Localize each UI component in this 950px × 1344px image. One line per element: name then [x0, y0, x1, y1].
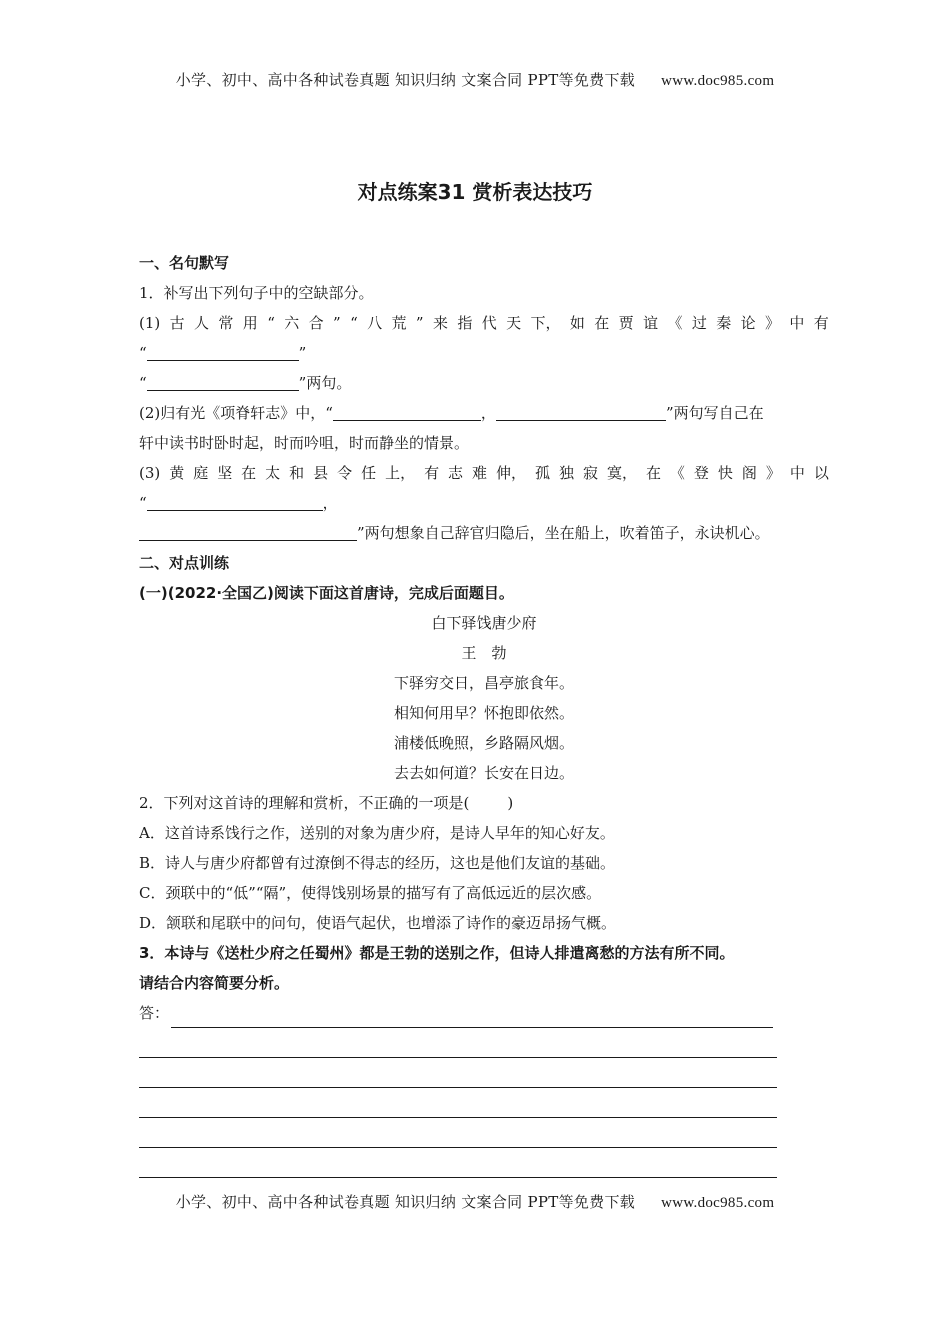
page-title: 对点练案31 赏析表达技巧 [357, 180, 593, 204]
justified-word: 下， [530, 314, 561, 332]
question-3-continued: 请结合内容简要分析。 [139, 974, 290, 992]
justified-word: ” [333, 314, 341, 332]
header-text: 小学、初中、高中各种试卷真题 知识归纳 文案合同 PPT等免费下载 [175, 71, 636, 89]
answer-area-first [139, 998, 829, 1028]
page-header [0, 69, 950, 90]
justified-word: “ [267, 314, 275, 332]
justified-word: 天 [506, 314, 522, 332]
q1-part1-blank-a: “ ” [139, 344, 307, 362]
justified-word: 有 [813, 314, 829, 332]
option-d: D．颔联和尾联中的问句，使语气起伏，也增添了诗作的豪迈昂扬气概。 [139, 914, 617, 932]
justified-word: 庭 [193, 464, 209, 482]
answer-label: 答： [139, 1004, 170, 1022]
justified-word: ” [415, 314, 424, 332]
fill-blank[interactable] [333, 403, 481, 421]
justified-word: 指 [457, 314, 473, 332]
justified-word: 伸， [496, 464, 527, 482]
justified-word: 合 [308, 314, 324, 332]
fill-blank[interactable] [496, 403, 666, 421]
justified-word: (1) [139, 314, 161, 332]
justified-word: 寞， [606, 464, 637, 482]
question-2: 2．下列对这首诗的理解和赏析，不正确的一项是( ) [139, 794, 514, 812]
justified-word: 登 [693, 464, 709, 482]
fill-blank[interactable] [139, 523, 357, 541]
justified-word: 难 [472, 464, 488, 482]
justified-word: 和 [289, 464, 305, 482]
fill-blank[interactable] [147, 493, 323, 511]
justified-word: 以 [813, 464, 829, 482]
justified-word: 志 [448, 464, 464, 482]
justified-word: 独 [558, 464, 574, 482]
justified-word: 中 [789, 314, 805, 332]
justified-word: 《 [669, 464, 685, 482]
option-b: B．诗人与唐少府都曾有过潦倒不得志的经历，这也是他们友谊的基础。 [139, 854, 616, 872]
question-1: 1．补写出下列句子中的空缺部分。 [139, 284, 374, 302]
justified-word: “ [350, 314, 358, 332]
fill-blank[interactable] [147, 373, 299, 391]
justified-word: 常 [218, 314, 234, 332]
q1-part3-line [139, 458, 829, 488]
header-url[interactable]: www.doc985.com [661, 73, 775, 89]
option-c: C．颈联中的“低”“隔”，使得饯别场景的描写有了高低远近的层次感。 [139, 884, 602, 902]
justified-word: 寂 [582, 464, 598, 482]
poem-line: 去去如何道？长安在日边。 [393, 764, 574, 782]
justified-word: 坚 [217, 464, 233, 482]
justified-word: 太 [265, 464, 281, 482]
q1-part2-line: (2)归有光《项脊轩志》中，“ ， ”两句写自己在 [139, 404, 764, 422]
answer-line[interactable] [139, 1118, 777, 1148]
document-body [139, 248, 829, 1178]
justified-word: 代 [481, 314, 497, 332]
justified-word: 在 [645, 464, 661, 482]
justified-word: 论 [740, 314, 756, 332]
justified-word: 在 [594, 314, 610, 332]
justified-word: 贾 [618, 314, 634, 332]
answer-line[interactable] [139, 1058, 777, 1088]
answer-line[interactable] [171, 1005, 773, 1028]
justified-word: 来 [432, 314, 448, 332]
q1-part1-line [139, 308, 829, 338]
section-heading-2: 二、对点训练 [139, 554, 230, 572]
justified-word: 人 [194, 314, 210, 332]
q1-part2-continued: 轩中读书时卧时起，时而吟咀，时而静坐的情景。 [139, 434, 470, 452]
justified-word: 荒 [391, 314, 407, 332]
poem-author: 王 勃 [461, 644, 507, 662]
q1-part3-blank-b: ”两句想象自己辞官归隐后，坐在船上，吹着笛子，永诀机心。 [139, 518, 829, 548]
justified-word: 令 [337, 464, 353, 482]
question-3: 3．本诗与《送杜少府之任蜀州》都是王勃的送别之作，但诗人排遣离愁的方法有所不同。 [139, 944, 735, 962]
justified-word: 有 [424, 464, 440, 482]
footer-url[interactable]: www.doc985.com [661, 1195, 775, 1211]
justified-word: 阁 [741, 464, 757, 482]
justified-word: 》 [765, 464, 781, 482]
poem-line: 相知何用早？怀抱即依然。 [393, 704, 574, 722]
answer-line[interactable] [139, 1088, 777, 1118]
justified-word: 县 [313, 464, 329, 482]
justified-word: 孤 [535, 464, 551, 482]
justified-word: 》 [765, 314, 781, 332]
section-heading-1: 一、名句默写 [139, 254, 230, 272]
footer-text: 小学、初中、高中各种试卷真题 知识归纳 文案合同 PPT等免费下载 [175, 1193, 636, 1211]
justified-word: 过 [691, 314, 707, 332]
justified-word: 八 [367, 314, 383, 332]
q1-part3-blank-a: “ ， [139, 494, 338, 512]
fill-blank[interactable] [147, 343, 299, 361]
justified-word: 如 [569, 314, 585, 332]
poem-title: 白下驿饯唐少府 [431, 614, 537, 632]
justified-word: 快 [717, 464, 733, 482]
poem-line: 下驿穷交日，昌亭旅食年。 [393, 674, 574, 692]
justified-word: 《 [667, 314, 683, 332]
answer-line[interactable] [139, 1148, 777, 1178]
justified-word: 上， [385, 464, 416, 482]
justified-word: 在 [241, 464, 257, 482]
poem-line: 浦楼低晚照，乡路隔风烟。 [393, 734, 574, 752]
justified-word: 六 [284, 314, 300, 332]
justified-word: 任 [361, 464, 377, 482]
justified-word: 中 [789, 464, 805, 482]
reading-intro: (一)(2022·全国乙)阅读下面这首唐诗，完成后面题目。 [139, 584, 514, 602]
justified-word: 用 [242, 314, 258, 332]
justified-word: 谊 [643, 314, 659, 332]
page-footer [0, 1191, 950, 1212]
justified-word: 黄 [169, 464, 185, 482]
answer-line[interactable] [139, 1028, 777, 1058]
justified-word: 秦 [716, 314, 732, 332]
justified-word: 古 [169, 314, 185, 332]
option-a: A．这首诗系饯行之作，送别的对象为唐少府，是诗人早年的知心好友。 [139, 824, 615, 842]
justified-word: (3) [139, 464, 161, 482]
q1-part1-blank-b: “ ”两句。 [139, 374, 352, 392]
